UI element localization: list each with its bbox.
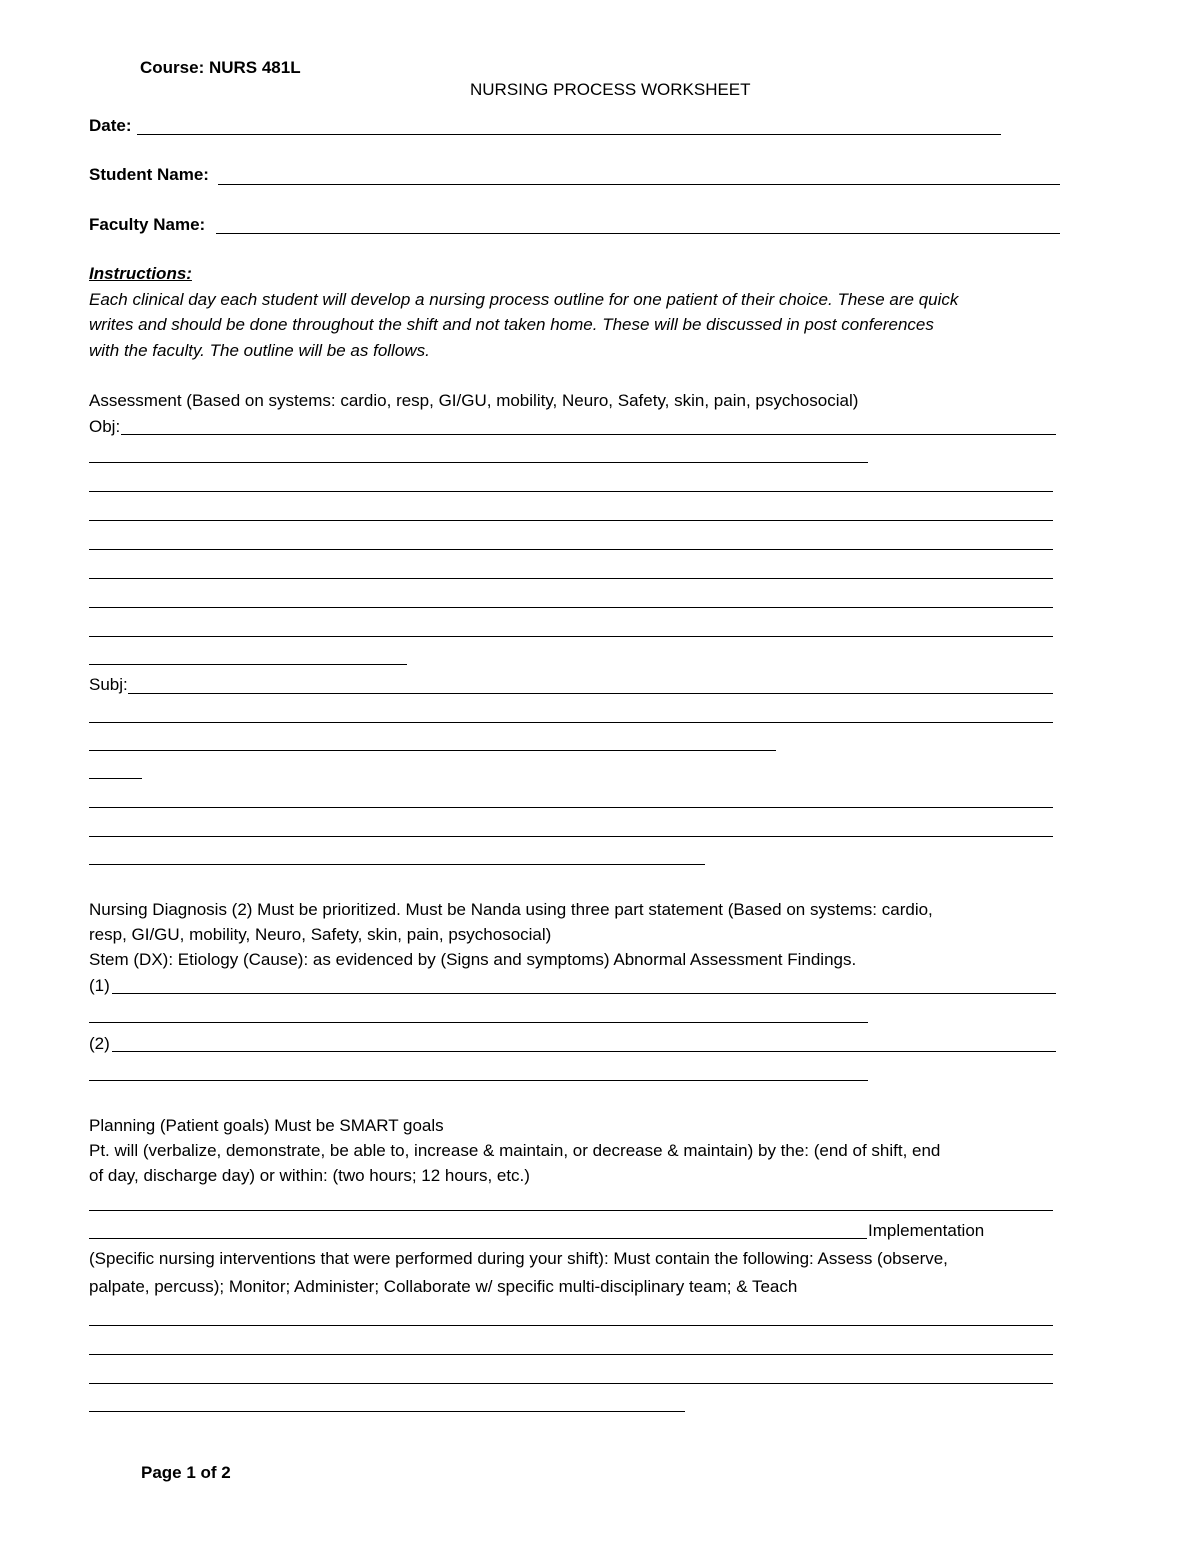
obj-field-line[interactable] bbox=[89, 549, 1053, 550]
instructions-heading: Instructions: bbox=[89, 264, 192, 283]
student-name-field[interactable] bbox=[218, 184, 1060, 185]
diagnosis-stem: Stem (DX): Etiology (Cause): as evidenced by (Signs and symptoms) Abnormal Assessment Findings. bbox=[89, 950, 857, 969]
planning-field-line[interactable] bbox=[89, 1238, 867, 1239]
date-field[interactable] bbox=[137, 134, 1001, 135]
obj-field-line[interactable] bbox=[89, 520, 1053, 521]
implementation-text: palpate, percuss); Monitor; Administer; Collaborate w/ specific multi-disciplinary team; & Teach bbox=[89, 1277, 798, 1296]
faculty-name-label: Faculty Name: bbox=[89, 215, 206, 234]
subj-field-line[interactable] bbox=[89, 750, 776, 751]
instructions-line: with the faculty. The outline will be as follows. bbox=[89, 341, 430, 360]
instructions-line: Each clinical day each student will develop a nursing process outline for one patient of their choice. These are quick bbox=[89, 290, 959, 309]
instructions-line: writes and should be done throughout the shift and not taken home. These will be discussed in post conferences bbox=[89, 315, 934, 334]
course-label: Course: NURS 481L bbox=[140, 58, 301, 77]
planning-text: Pt. will (verbalize, demonstrate, be able to, increase & maintain, or decrease & maintain) by the: (end of shift, end bbox=[89, 1141, 941, 1160]
implementation-field-line[interactable] bbox=[89, 1411, 685, 1412]
subj-label: Subj: bbox=[89, 675, 128, 694]
subj-field-line[interactable] bbox=[89, 722, 1053, 723]
implementation-field-line[interactable] bbox=[89, 1325, 1053, 1326]
page-number: Page 1 of 2 bbox=[141, 1463, 231, 1482]
assessment-heading: Assessment (Based on systems: cardio, resp, GI/GU, mobility, Neuro, Safety, skin, pain, psychosocial) bbox=[89, 391, 859, 410]
subj-field-line[interactable] bbox=[89, 864, 705, 865]
obj-field-line[interactable] bbox=[89, 636, 1053, 637]
diagnosis-item-1-label: (1) bbox=[89, 976, 110, 995]
obj-field-line[interactable] bbox=[89, 578, 1053, 579]
diagnosis-item-2-label: (2) bbox=[89, 1034, 110, 1053]
date-label: Date: bbox=[89, 116, 132, 135]
implementation-heading: Implementation bbox=[868, 1221, 985, 1240]
obj-field[interactable] bbox=[121, 434, 1056, 435]
subj-field-line[interactable] bbox=[89, 807, 1053, 808]
implementation-field-line[interactable] bbox=[89, 1383, 1053, 1384]
diagnosis-2-field-line[interactable] bbox=[89, 1080, 868, 1081]
subj-field[interactable] bbox=[128, 693, 1053, 694]
worksheet-title: NURSING PROCESS WORKSHEET bbox=[470, 80, 751, 99]
obj-field-line[interactable] bbox=[89, 491, 1053, 492]
diagnosis-text: resp, GI/GU, mobility, Neuro, Safety, skin, pain, psychosocial) bbox=[89, 925, 552, 944]
diagnosis-2-field[interactable] bbox=[112, 1051, 1056, 1052]
faculty-name-field[interactable] bbox=[216, 233, 1060, 234]
subj-field-line[interactable] bbox=[89, 778, 142, 779]
planning-heading: Planning (Patient goals) Must be SMART goals bbox=[89, 1116, 444, 1135]
subj-field-line[interactable] bbox=[89, 836, 1053, 837]
diagnosis-heading: Nursing Diagnosis (2) Must be prioritized. Must be Nanda using three part statement (Based on systems: cardio, bbox=[89, 900, 933, 919]
obj-field-line[interactable] bbox=[89, 607, 1053, 608]
implementation-text: (Specific nursing interventions that were performed during your shift): Must contain the following: Assess (observe, bbox=[89, 1249, 948, 1268]
obj-label: Obj: bbox=[89, 417, 121, 436]
obj-field-line[interactable] bbox=[89, 462, 868, 463]
diagnosis-1-field-line[interactable] bbox=[89, 1022, 868, 1023]
obj-field-line[interactable] bbox=[89, 664, 407, 665]
planning-text: of day, discharge day) or within: (two hours; 12 hours, etc.) bbox=[89, 1166, 530, 1185]
diagnosis-1-field[interactable] bbox=[112, 993, 1056, 994]
student-name-label: Student Name: bbox=[89, 165, 209, 184]
implementation-field-line[interactable] bbox=[89, 1354, 1053, 1355]
planning-field-line[interactable] bbox=[89, 1210, 1053, 1211]
